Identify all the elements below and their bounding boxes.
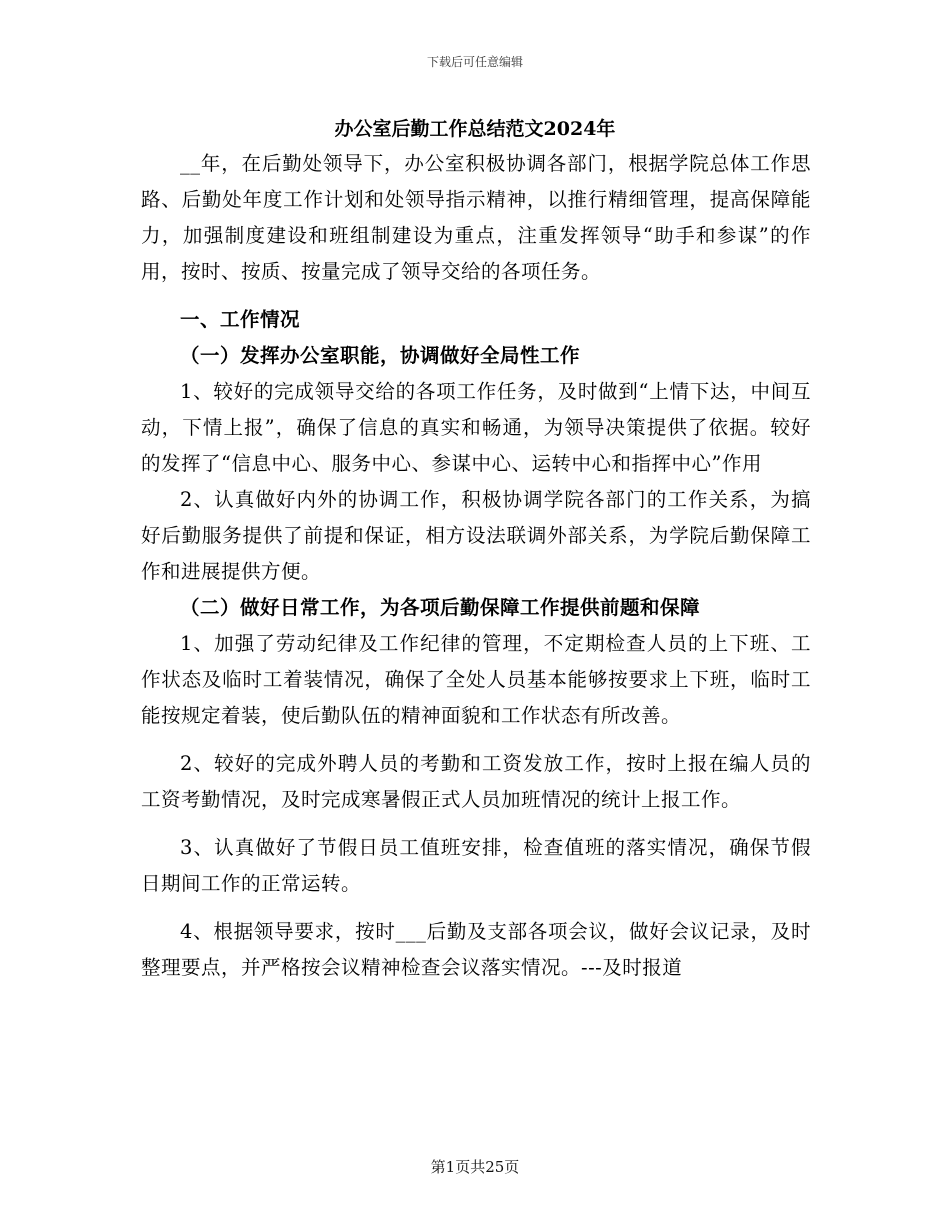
paragraph-2-3: 3、认真做好了节假日员工值班安排，检查值班的落实情况，确保节假日期间工作的正常运转。 [141, 836, 811, 895]
document-body [141, 146, 811, 986]
header-note: 下载后可任意编辑 [426, 55, 523, 69]
document-title: 办公室后勤工作总结范文2024年 [334, 118, 616, 140]
paragraph-1-1: 1、较好的完成领导交给的各项工作任务，及时做到“上情下达，中间互动，下情上报”，确保了信息的真实和畅通，为领导决策提供了依据。较好的发挥了“信息中心、服务中心、参谋中心、运转中心和指挥中心”作用 [141, 380, 811, 475]
paragraph-2-4: 4、根据领导要求，按时___后勤及支部各项会议，做好会议记录，及时整理要点，并严格按会议精神检查会议落实情况。---及时报道 [141, 920, 811, 979]
page-number-footer: 第1页共25页 [430, 1158, 520, 1176]
paragraph-2-2: 2、较好的完成外聘人员的考勤和工资发放工作，按时上报在编人员的工资考勤情况，及时完成寒暑假正式人员加班情况的统计上报工作。 [141, 752, 811, 811]
section-heading-work-status: 一、工作情况 [180, 308, 301, 331]
paragraph-2-1: 1、加强了劳动纪律及工作纪律的管理，不定期检查人员的上下班、工作状态及临时工着装情况，确保了全处人员基本能够按要求上下班，临时工能按规定着装，使后勤队伍的精神面貌和工作状态有所改善。 [141, 632, 811, 727]
paragraph-1-2: 2、认真做好内外的协调工作，积极协调学院各部门的工作关系，为搞好后勤服务提供了前提和保证，相方设法联调外部关系，为学院后勤保障工作和进展提供方便。 [141, 488, 811, 583]
intro-paragraph: __年，在后勤处领导下，办公室积极协调各部门，根据学院总体工作思路、后勤处年度工作计划和处领导指示精神，以推行精细管理，提高保障能力，加强制度建设和班组制建设为重点，注重发挥领导“助手和参谋”的作用，按时、按质、按量完成了领导交给的各项任务。 [141, 152, 811, 283]
subsection-heading-1: （一）发挥办公室职能，协调做好全局性工作 [180, 344, 581, 367]
subsection-heading-2: （二）做好日常工作，为各项后勤保障工作提供前题和保障 [180, 596, 701, 619]
